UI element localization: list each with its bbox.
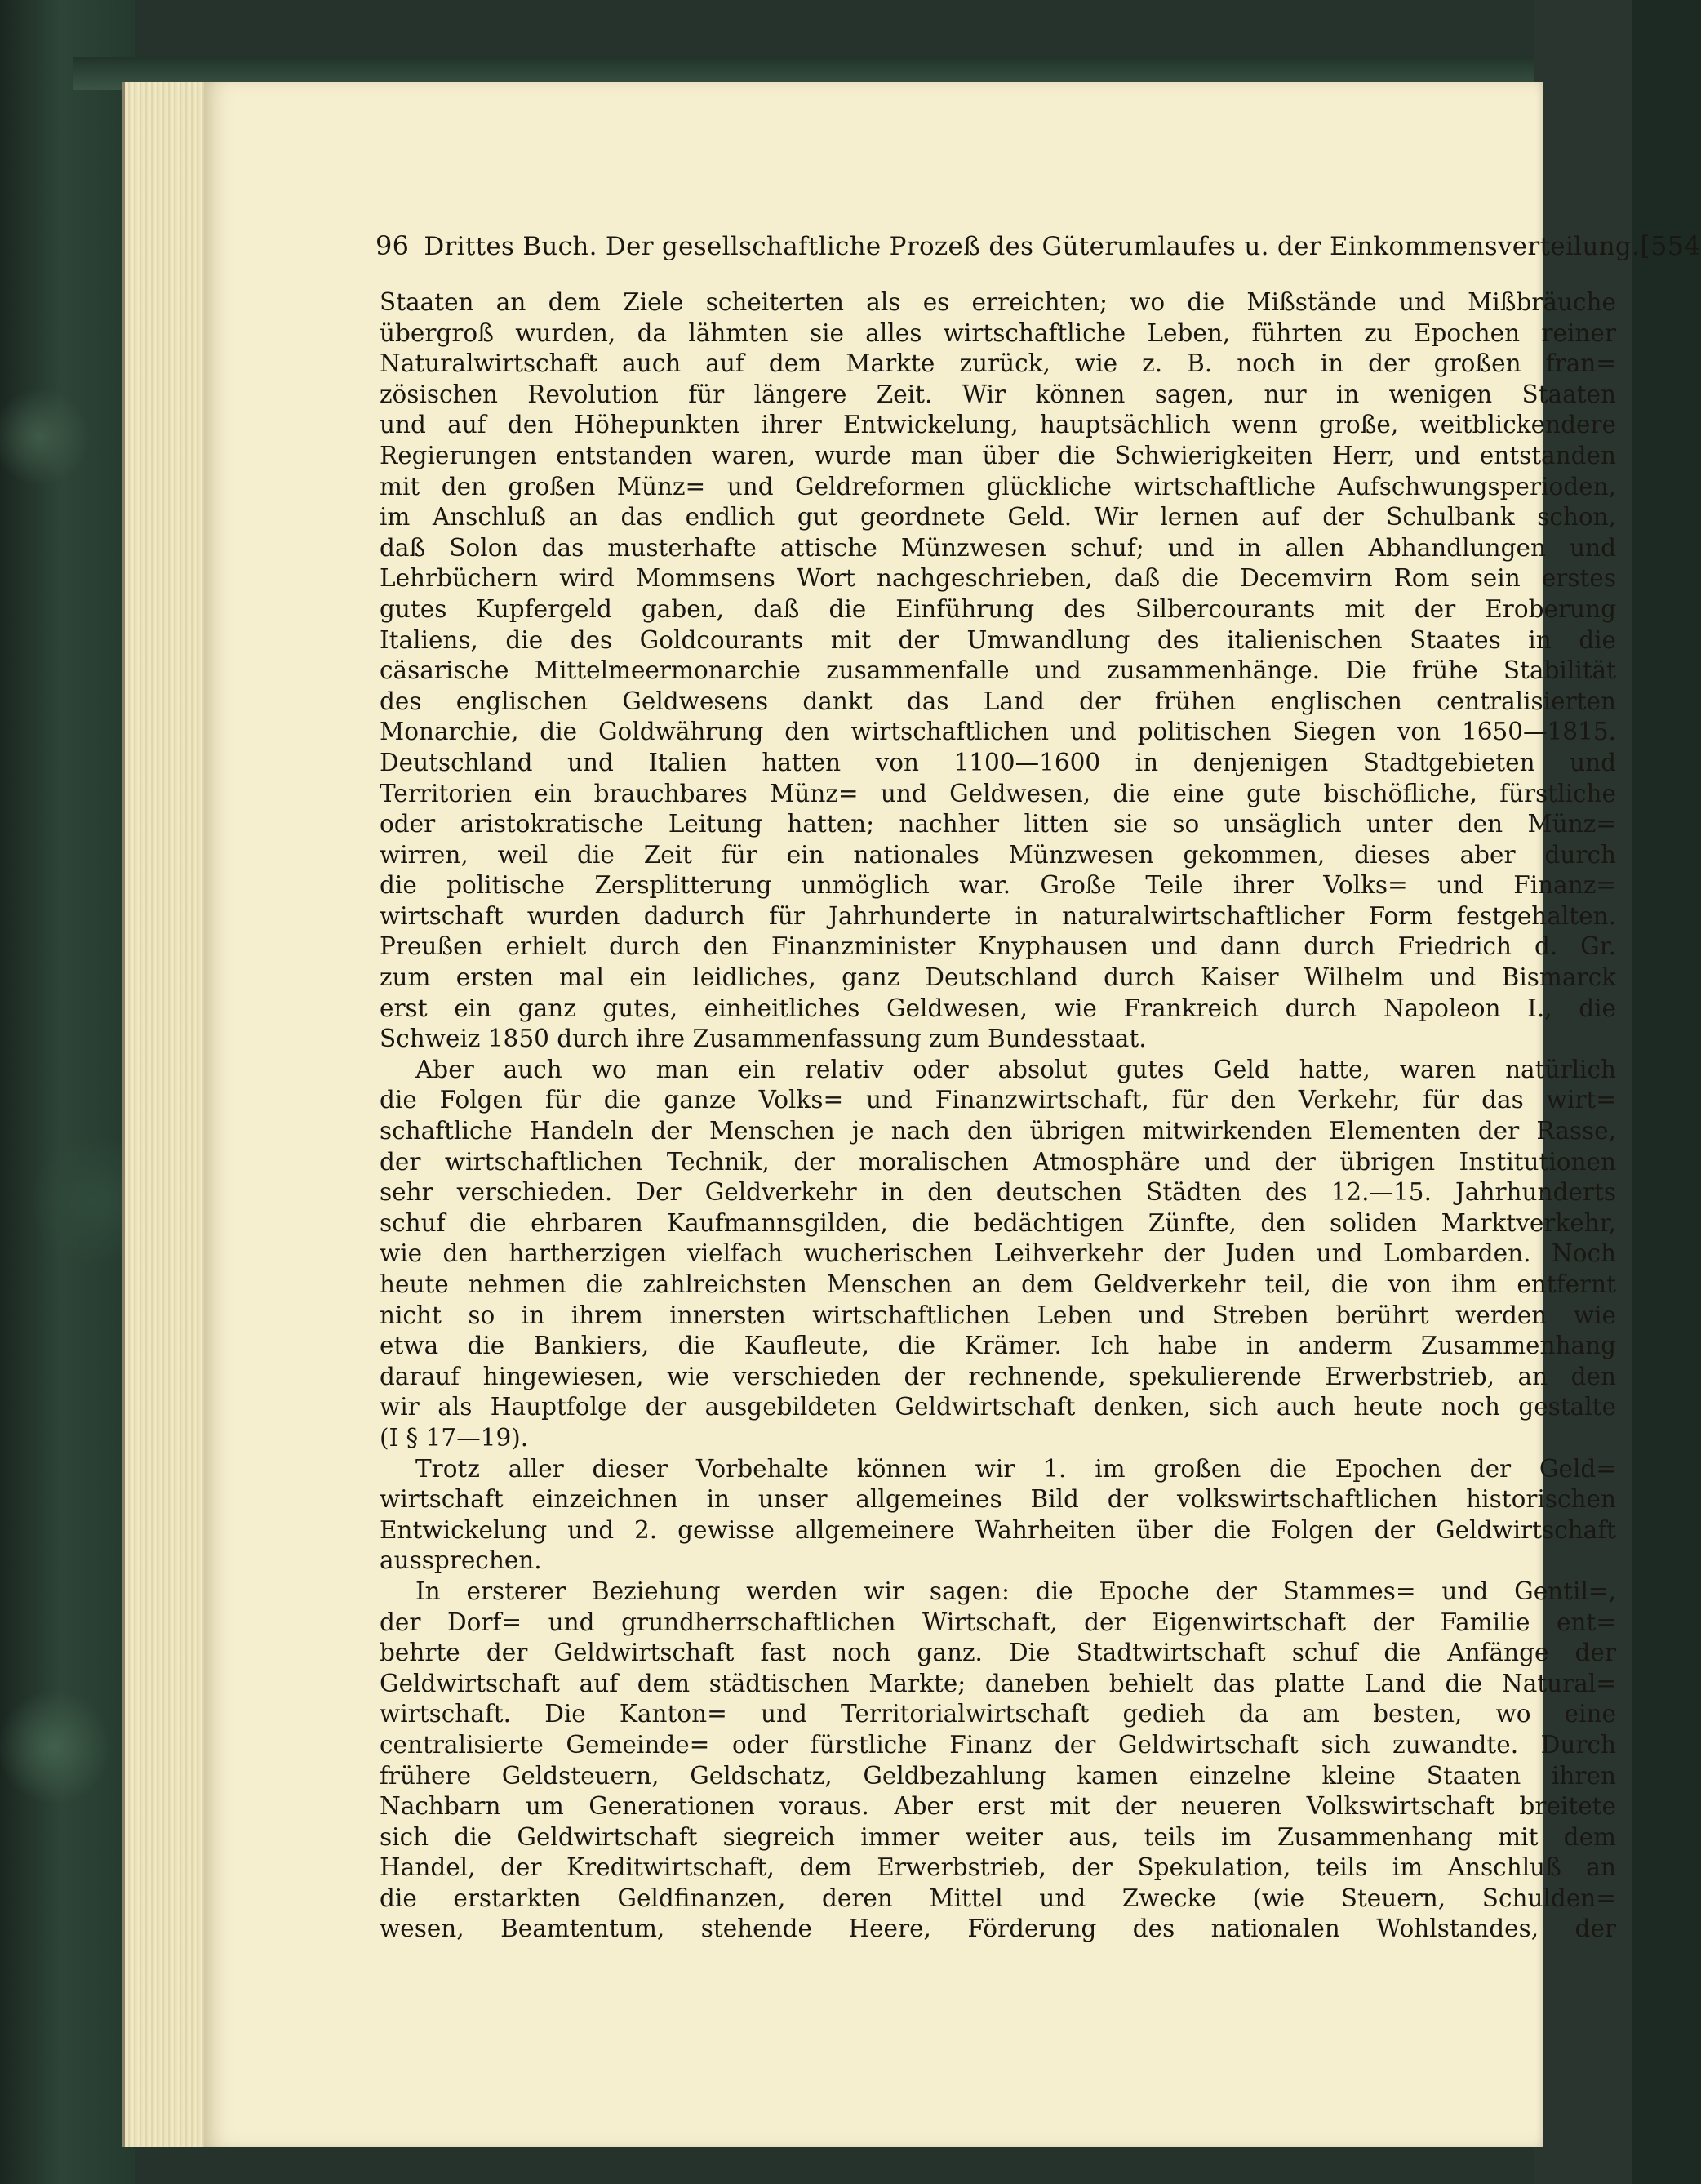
text-line: oder aristokratische Leitung hatten; nachher litten sie so unsäglich unter den Münz=	[380, 810, 1616, 838]
text-line: heute nehmen die zahlreichsten Menschen an dem Geldverkehr teil, die von ihm entfernt	[380, 1270, 1616, 1298]
text-line: und auf den Höhepunkten ihrer Entwickelung, hauptsächlich wenn große, weitblickendere	[380, 411, 1616, 439]
text-line: sehr verschieden. Der Geldverkehr in den deutschen Städten des 12.—15. Jahrhunderts	[380, 1178, 1616, 1207]
text-line: Geldwirtschaft auf dem städtischen Markte; daneben behielt das platte Land die Natural=	[380, 1669, 1616, 1697]
text-line: die Folgen für die ganze Volks= und Finanzwirtschaft, für den Verkehr, für das wirt=	[380, 1086, 1616, 1114]
running-head-title: Drittes Buch. Der gesellschaftliche Prozeß des Güterumlaufes u. der Einkommensverteilung.	[424, 232, 1641, 261]
text-line: Trotz aller dieser Vorbehalte können wir 1. im großen die Epochen der Geld=	[415, 1454, 1616, 1483]
text-line: Regierungen entstanden waren, wurde man über die Schwierigkeiten Herr, und entstanden	[380, 441, 1616, 469]
text-line: Nachbarn um Generationen voraus. Aber erst mit der neueren Volkswirtschaft breitete	[380, 1792, 1616, 1821]
text-line: mit den großen Münz= und Geldreformen glückliche wirtschaftliche Aufschwungsperioden,	[380, 472, 1616, 500]
text-line: wirren, weil die Zeit für ein nationales Münzwesen gekommen, dieses aber durch	[380, 840, 1616, 869]
text-line: nicht so in ihrem innersten wirtschaftlichen Leben und Streben berührt werden wie	[380, 1301, 1616, 1329]
page-number: 96	[375, 230, 410, 261]
text-line: centralisierte Gemeinde= oder fürstliche Finanz der Geldwirtschaft sich zuwandte. Durch	[380, 1730, 1616, 1759]
text-line: Aber auch wo man ein relativ oder absolut gutes Geld hatte, waren natürlich	[415, 1055, 1616, 1083]
text-line: In ersterer Beziehung werden wir sagen: die Epoche der Stammes= und Gentil=,	[415, 1577, 1616, 1605]
text-line: Naturalwirtschaft auch auf dem Markte zurück, wie z. B. noch in der großen fran=	[380, 349, 1616, 378]
text-line: Handel, der Kreditwirtschaft, dem Erwerbstrieb, der Spekulation, teils im Anschluß an	[380, 1853, 1616, 1882]
text-line: daß Solon das musterhafte attische Münzwesen schuf; und in allen Abhandlungen und	[380, 533, 1616, 562]
text-line: Deutschland und Italien hatten von 1100—1600 in denjenigen Stadtgebieten und	[380, 748, 1616, 776]
text-line: wirtschaft. Die Kanton= und Territorialwirtschaft gedieh da am besten, wo eine	[380, 1700, 1616, 1728]
text-line: übergroß wurden, da lähmten sie alles wirtschaftliche Leben, führten zu Epochen reiner	[380, 318, 1616, 347]
text-line: wesen, Beamtentum, stehende Heere, Förderung des nationalen Wohlstandes, der	[380, 1915, 1616, 1943]
text-line: frühere Geldsteuern, Geldschatz, Geldbezahlung kamen einzelne kleine Staaten ihren	[380, 1761, 1616, 1790]
text-line: sich die Geldwirtschaft siegreich immer weiter aus, teils im Zusammenhang mit dem	[380, 1822, 1616, 1851]
text-line: etwa die Bankiers, die Kaufleute, die Krämer. Ich habe in anderm Zusammenhang	[380, 1332, 1616, 1360]
text-line: gutes Kupfergeld gaben, daß die Einführung des Silbercourants mit der Eroberung	[380, 594, 1616, 623]
text-line: erst ein ganz gutes, einheitliches Geldwesen, wie Frankreich durch Napoleon I., die	[380, 994, 1616, 1022]
text-line: des englischen Geldwesens dankt das Land der frühen englischen centralisierten	[380, 687, 1616, 715]
text-line: Preußen erhielt durch den Finanzminister Knyphausen und dann durch Friedrich d. Gr.	[380, 932, 1616, 961]
text-line: der Dorf= und grundherrschaftlichen Wirtschaft, der Eigenwirtschaft der Familie ent=	[380, 1608, 1616, 1636]
text-line: wir als Hauptfolge der ausgebildeten Geldwirtschaft denken, sich auch heute noch gestalte	[380, 1393, 1616, 1421]
page	[204, 82, 1701, 2147]
text-line: (I § 17—19).	[380, 1423, 529, 1452]
text-line: Monarchie, die Goldwährung den wirtschaftlichen und politischen Siegen von 1650—1815.	[380, 718, 1616, 746]
text-line: schaftliche Handeln der Menschen je nach den übrigen mitwirkenden Elementen der Rasse,	[380, 1117, 1616, 1145]
text-line: Lehrbüchern wird Mommsens Wort nachgeschrieben, daß die Decemvirn Rom sein erstes	[380, 564, 1616, 593]
text-line: die politische Zersplitterung unmöglich war. Große Teile ihrer Volks= und Finanz=	[380, 871, 1616, 900]
original-page-marker: [554	[1640, 230, 1701, 261]
book-binding	[0, 0, 135, 2184]
text-line: behrte der Geldwirtschaft fast noch ganz. Die Stadtwirtschaft schuf die Anfänge der	[380, 1639, 1616, 1667]
text-line: der wirtschaftlichen Technik, der moralischen Atmosphäre und der übrigen Institutionen	[380, 1147, 1616, 1176]
text-line: Schweiz 1850 durch ihre Zusammenfassung zum Bundesstaat.	[380, 1025, 1147, 1053]
text-line: Territorien ein brauchbares Münz= und Geldwesen, die eine gute bischöfliche, fürstliche	[380, 779, 1616, 807]
text-line: zösischen Revolution für längere Zeit. Wir können sagen, nur in wenigen Staaten	[380, 380, 1616, 408]
text-line: schuf die ehrbaren Kaufmannsgilden, die bedächtigen Zünfte, den soliden Marktverkehr,	[380, 1208, 1616, 1237]
text-line: zum ersten mal ein leidliches, ganz Deutschland durch Kaiser Wilhelm und Bismarck	[380, 963, 1616, 992]
text-line: wirtschaft einzeichnen in unser allgemeines Bild der volkswirtschaftlichen historischen	[380, 1485, 1616, 1514]
text-line: wirtschaft wurden dadurch für Jahrhunderte in naturalwirtschaftlicher Form festgehalten.	[380, 901, 1616, 930]
text-line: Staaten an dem Ziele scheiterten als es erreichten; wo die Mißstände und Mißbräuche	[380, 288, 1616, 316]
text-line: aussprechen.	[380, 1546, 542, 1575]
text-line: Italiens, die des Goldcourants mit der Umwandlung des italienischen Staates in die	[380, 625, 1616, 654]
text-line: die erstarkten Geldfinanzen, deren Mittel und Zwecke (wie Steuern, Schulden=	[380, 1884, 1616, 1912]
text-line: darauf hingewiesen, wie verschieden der rechnende, spekulierende Erwerbstrieb, an den	[380, 1362, 1616, 1390]
text-line: wie den hartherzigen vielfach wucherischen Leihverkehr der Juden und Lombarden. Noch	[380, 1239, 1616, 1268]
page-stack-edges	[122, 82, 215, 2147]
text-line: im Anschluß an das endlich gut geordnete Geld. Wir lernen auf der Schulbank schon,	[380, 503, 1616, 532]
text-line: Entwickelung und 2. gewisse allgemeinere Wahrheiten über die Folgen der Geldwirtschaft	[380, 1515, 1616, 1544]
body-text	[380, 287, 1616, 1945]
text-line: cäsarische Mittelmeermonarchie zusammenfalle und zusammenhänge. Die frühe Stabilität	[380, 656, 1616, 685]
running-head	[375, 230, 1701, 261]
